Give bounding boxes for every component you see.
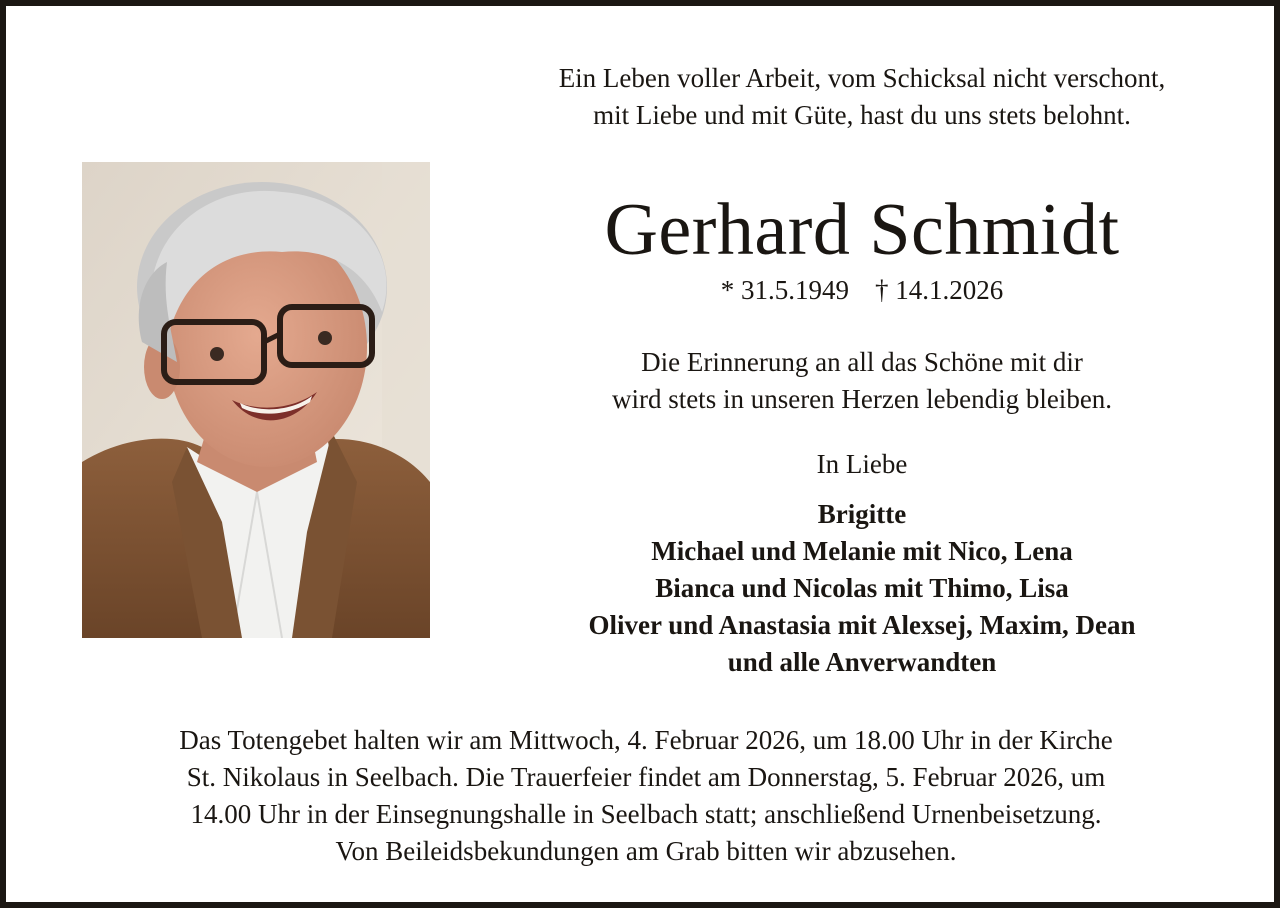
mourner-line: und alle Anverwandten	[727, 647, 997, 677]
mourner-line: Brigitte	[817, 499, 907, 529]
service-line: Von Beileidsbekundungen am Grab bitten wir abzusehen.	[335, 836, 957, 866]
service-line: St. Nikolaus in Seelbach. Die Trauerfeier findet am Donnerstag, 5. Februar 2026, um	[186, 762, 1106, 792]
birth-date: * 31.5.1949	[720, 275, 849, 305]
memory-line: Die Erinnerung an all das Schöne mit dir	[641, 347, 1083, 377]
memorial-poem	[486, 60, 1238, 134]
in-love-label: In Liebe	[816, 449, 908, 479]
poem-line: mit Liebe und mit Güte, hast du uns stets belohnt.	[593, 100, 1131, 130]
life-dates	[486, 272, 1238, 308]
poem-line: Ein Leben voller Arbeit, vom Schicksal nicht verschont,	[558, 63, 1166, 93]
portrait-photo	[82, 162, 430, 638]
mourner-line: Michael und Melanie mit Nico, Lena	[651, 536, 1073, 566]
memory-line: wird stets in unseren Herzen lebendig bleiben.	[611, 384, 1113, 414]
service-line: 14.00 Uhr in der Einsegnungshalle in Seelbach statt; anschließend Urnenbeisetzung.	[190, 799, 1102, 829]
death-date: † 14.1.2026	[875, 275, 1004, 305]
service-information	[46, 722, 1246, 870]
memory-verse	[486, 344, 1238, 418]
deceased-name: Gerhard Schmidt	[604, 189, 1120, 271]
mourner-line: Bianca und Nicolas mit Thimo, Lisa	[655, 573, 1069, 603]
portrait-illustration	[82, 162, 430, 638]
service-line: Das Totengebet halten wir am Mittwoch, 4. Februar 2026, um 18.00 Uhr in der Kirche	[179, 725, 1113, 755]
mourners-list	[486, 496, 1238, 681]
mourner-line: Oliver und Anastasia mit Alexsej, Maxim, Dean	[588, 610, 1136, 640]
